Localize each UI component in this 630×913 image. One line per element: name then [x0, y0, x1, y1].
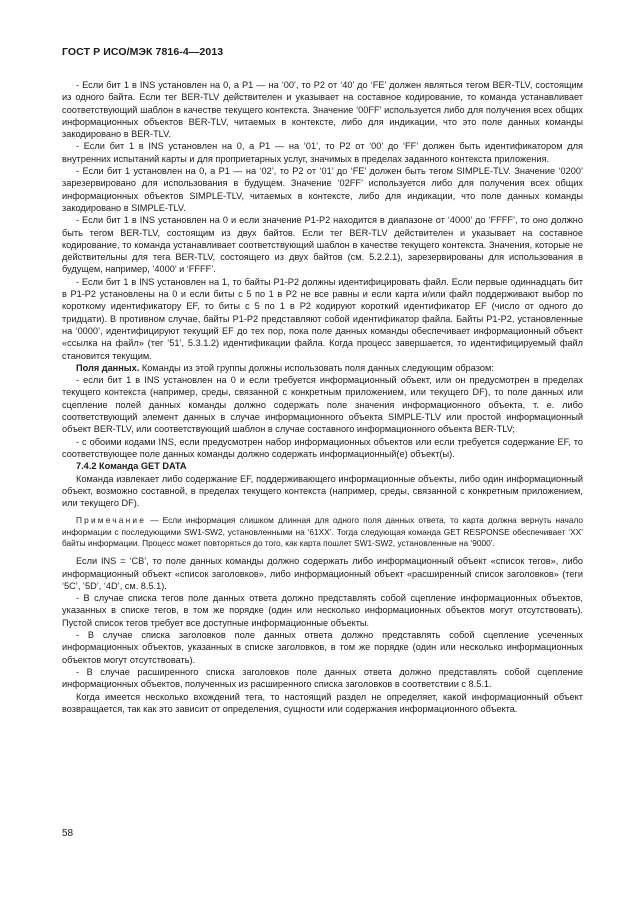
paragraph: - Если бит 1 в INS установлен на 1, то байты P1-P2 должны идентифицировать файл. Если первые одиннадцать бит в P1-P2 установлены на 0 и если биты с 5 по 1 в P2 не все равны и если карта и/или файл поддерживают выбор по короткому идентификатору EF, то биты с 5 по 1 в P2 кодируют короткий идентификатор EF (число от одного до тридцати). В противном случае, байты P1-P2 представляют собой идентификатор файла. Байты P1-P2, установленные на ‘0000’, идентифицируют текущий EF до тех пор, пока поле данных команды обеспечивает информационный объект «ссылка на файл» (тег ‘51’, 5.3.1.2) идентификации файла. Когда процесс завершается, то идентифицируемый файл становится текущим. [62, 276, 583, 361]
paragraph: - Если бит 1 установлен на 0, а P1 — на ‘02’, то P2 от ‘01’ до ‘FE’ должен быть тегом SIMPLE-TLV. Значение ‘0200’ зарезервировано для использования в будущем. Значение ‘02FF’ используется либо для получения всех общих информационных объектов SIMPLE-TLV, читаемых в контексте, либо для индикации, что поле данных команды закодировано в SIMPLE-TLV. [62, 166, 583, 213]
paragraph: Команда извлекает либо содержание EF, поддерживающего информационные объекты, либо один информационный объект, возможно составной, в пределах текущего контекста (например, среды, связанной с конкретным приложением, или текущего DF). [62, 473, 583, 509]
page-number: 58 [62, 828, 74, 839]
note-text: — Если информация слишком длинная для одного поля данных ответа, то карта должна вернуть начало информации с последующими SW1-SW2, установленными на ‘61XX’. Тогда следующая команда GET RESPONSE обеспечивает ‘XX’ байты информации. Процесс может повторяться до того, как карта пошлет SW1-SW2, установленные на ‘9000’. [62, 515, 583, 548]
paragraph: - В случае списка заголовков поле данных ответа должно представлять собой сцепление усеченных информационных объектов, указанных в списке заголовков, в том же порядке (один или несколько информационных объектов могут отсутствовать). [62, 630, 583, 665]
paragraph: - если бит 1 в INS установлен на 0 и если требуется информационный объект, или он предусмотрен в пределах текущего контекста (например, среды, связанной с конкретным приложением, или текущего DF), то поле данных или сцепление полей данных команды должно содержать поле значения информационного объекта, т. е. либо соответствующий элемент данных в случае информационного объекта SIMPLE-TLV или простой информационный объект BER-TLV, или соответствующий шаблон в случае составного информационного объекта BER-TLV; [62, 375, 583, 435]
paragraph: - В случае расширенного списка заголовков поле данных ответа должно представлять собой сцепление информационных объектов, полученных из расширенного списка заголовков в соответствии с 8.5.1. [62, 666, 583, 690]
paragraph: - с обоими кодами INS, если предусмотрен набор информационных объектов или если требуется содержание EF, то соответствующее поле данных команды должно содержать информационный(е) объект(ы). [62, 436, 583, 459]
paragraph: - Если бит 1 в INS установлен на 0, а P1 — на ‘01’, то P2 от ‘00’ до ‘FF’ должен быть идентификатором для внутренних испытаний карты и для проприетарных услуг, значимых в пределах заданного контекста приложения. [62, 141, 583, 164]
section-heading: 7.4.2 Команда GET DATA [76, 461, 187, 472]
paragraph: - Если бит 1 в INS установлен на 0, а P1 — на ‘00’, то P2 от ‘40’ до ‘FE’ должен являться тегом BER-TLV, состоящим из одного байта. Если тег BER-TLV действителен и указывает на составное кодирование, то команда устанавливает соответствующий шаблон в качестве текущего контекста. Значение ‘00FF’ используется либо для получения всех общих информационных объектов BER-TLV, читаемых в контексте, либо для индикации, что это поле данных команды закодировано в BER-TLV. [62, 80, 583, 140]
note [62, 515, 583, 549]
paragraph-text: Команды из этой группы должны использовать поля данных следующим образом: [139, 362, 494, 373]
paragraph: - В случае списка тегов поле данных ответа должно представлять собой сцепление информационных объектов, указанных в списке тегов, в том же порядке (один или несколько информационных объектов могут отсутствовать). Пустой список тегов требует все доступные информационные объекты. [62, 593, 583, 628]
paragraph: Когда имеется несколько вхождений тега, то настоящий раздел не определяет, какой информационный объект возвращается, так как это зависит от определения, сущности или содержания информационного объекта. [62, 691, 583, 714]
note-label: Примечание [76, 515, 147, 526]
body-text [62, 79, 583, 715]
paragraph: - Если бит 1 в INS установлен на 0 и если значение P1-P2 находится в диапазоне от ‘4000’ до ‘FFFF’, то оно должно быть тегом BER-TLV, состоящим из двух байтов. Если тег BER-TLV действителен и указывает на составное кодирование, то команда устанавливает соответствующий шаблон в качестве текущего контекста. Значения, которые не действительны для тега BER-TLV, состоящего из двух байтов (см. 5.2.2.1), зарезервированы для использования в будущем, например, ‘4000’ и ‘FFFF’. [62, 215, 583, 275]
paragraph [62, 362, 583, 374]
running-header: ГОСТ Р ИСО/МЭК 7816-4—2013 [62, 46, 224, 58]
run-in-heading: Поля данных. [76, 362, 140, 373]
paragraph: Если INS = ‘CB’, то поле данных команды должно содержать либо информационный объект «список тегов», либо информационный объект «список заголовков», либо информационный объект «расширенный список заголовков» (теги ‘5C’, ‘5D’, ‘4D’, см. 8.5.1). [62, 556, 583, 591]
